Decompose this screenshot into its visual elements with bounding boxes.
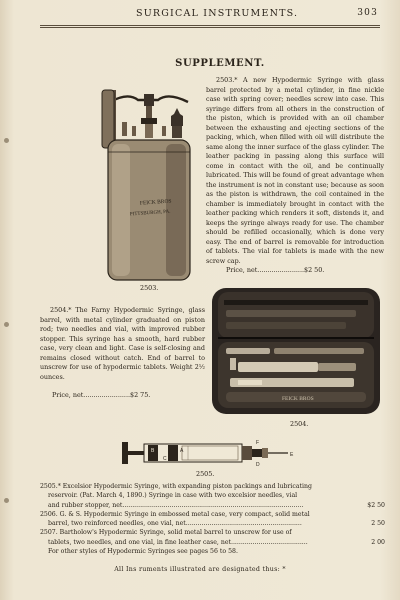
page-footer: All Ins ruments illustrated are designated thus: * <box>114 566 286 573</box>
figure-2503-engraving: FEICK BROS <box>139 198 172 207</box>
figure-2503-caption: 2503. <box>140 284 159 292</box>
page-number: 303 <box>357 8 378 18</box>
list-item: and rubber stopper, net............................................................................................ $2 50 <box>48 501 385 509</box>
figure-2505-letter: A <box>180 448 184 454</box>
svg-text:PITTSBURGH, PA.: PITTSBURGH, PA. <box>129 209 171 218</box>
page-header <box>40 8 380 24</box>
list-item: For other styles of Hypodermic Syringes see pages 56 to 58. <box>48 548 238 556</box>
figure-2505-letter: B <box>151 448 155 454</box>
list-item-amount: 2 00 <box>371 538 385 546</box>
list-item: barrel, two reinforced needles, one vial, net........................................................... 2 50 <box>48 520 385 528</box>
list-item-amount: 2 50 <box>371 520 385 528</box>
figure-2504-engraving: FEICK BROS <box>282 396 314 402</box>
figure-2505-letter: D <box>256 462 260 468</box>
header-rule <box>40 27 380 28</box>
figure-2505-syringe-diagram <box>118 438 298 468</box>
figure-2504-caption: 2504. <box>290 420 309 428</box>
item-2504-description: 2504.* The Farny Hypodermic Syringe, glass barrel, with metal cylinder graduated on piston rod; two needles and vial, with improved rubber stopper. This syringe has a smooth, hard rubber case, very clean and light. Case is self-closing and remains closed without catch. End of barrel to unscrew for use of hypodermic tablets. Weight 2½ ounces. <box>40 306 205 381</box>
binding-hole <box>4 322 9 327</box>
figure-2504-open-case <box>210 286 382 416</box>
list-item: 2506. G. & S. Hypodermic Syringe in embossed metal case, very compact, solid metal <box>40 510 310 518</box>
figure-2505-letter: C <box>163 456 167 462</box>
item-2503-description: 2503.* A new Hypodermic Syringe with glass barrel protected by a metal cylinder, in fine nickle case with spring cover; needles screw into case. This syringe differs from all others in the construction of the piston, which is provided with an oil chamber between the exhausting and ejecting sections of the packing, which, when filled with oil will distribute the same along the inner surface of the glass cylinder. The leather packing in passing along this surface will come in contact with the oil, and be continually lubricated. This will be found of great advantage when the instrument is not in constant use; because as soon as the piston is withdrawn, the coil contained in the chamber is immediately brought in contact with the leather packing which renders it soft, distends it, and keeps the syringe always ready for use. The chamber should be refilled occasionally, which is done very easy. The end of barrel is removable for introduction of tablets. The vial for tablets is made with the new screw cap. <box>206 76 384 265</box>
figure-2505-caption: 2505. <box>196 470 215 478</box>
figure-2505-letter: F <box>256 440 260 446</box>
list-item: 2507. Bartholow's Hypodermic Syringe, solid metal barrel to unscrew for use of <box>40 529 292 537</box>
page-title: SURGICAL INSTRUMENTS. <box>136 8 299 19</box>
binding-hole <box>4 498 9 503</box>
list-item: reservoir. (Pat. March 4, 1890.) Syringe in case with two excelsior needles, vial <box>48 492 298 500</box>
item-2503-price: Price, net.......................$2 50. <box>226 266 325 274</box>
list-item: tablets, two needles, and one vial, in fine leather case, net....................................... 2 00 <box>48 538 385 546</box>
price-list <box>40 482 385 556</box>
figure-2503-syringe-case <box>100 88 198 284</box>
section-heading: SUPPLEMENT. <box>175 58 265 69</box>
list-item-amount: $2 50 <box>367 501 385 509</box>
binding-hole <box>4 138 9 143</box>
item-2504-price: Price, net.......................$2 75. <box>52 391 151 399</box>
header-rule <box>40 25 380 26</box>
figure-2505-letter: E <box>290 452 294 458</box>
list-item: 2505.* Excelsior Hypodermic Syringe, with expanding piston packings and lubricating <box>40 483 312 490</box>
